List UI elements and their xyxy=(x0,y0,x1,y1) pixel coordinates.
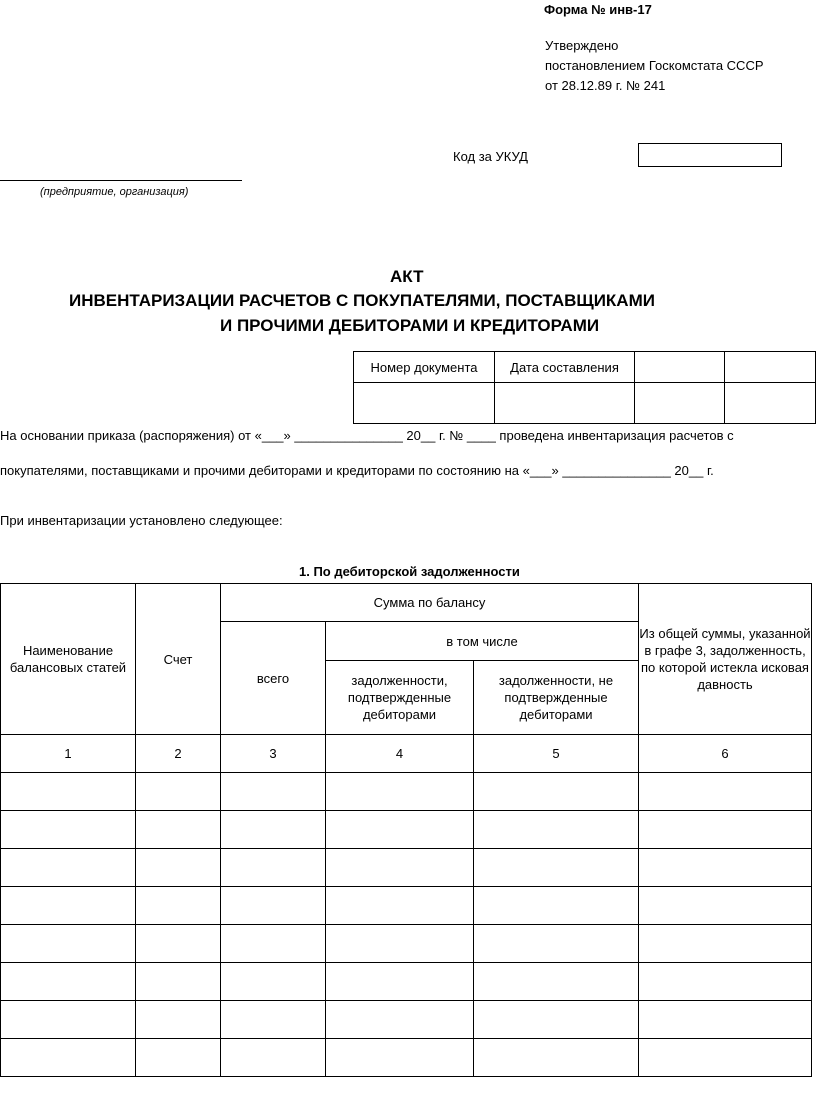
table-cell[interactable] xyxy=(326,849,474,887)
table-row xyxy=(1,963,812,1001)
table-cell[interactable] xyxy=(1,925,136,963)
table-cell[interactable] xyxy=(326,773,474,811)
table-cell[interactable] xyxy=(326,1039,474,1077)
table-row xyxy=(1,849,812,887)
table-cell[interactable] xyxy=(221,811,326,849)
table-cell[interactable] xyxy=(639,963,812,1001)
table-cell[interactable] xyxy=(221,925,326,963)
table-row xyxy=(1,1039,812,1077)
doc-table-empty-header xyxy=(725,352,816,383)
column-number: 4 xyxy=(326,735,474,773)
form-number: Форма № инв-17 xyxy=(544,2,652,17)
table-cell[interactable] xyxy=(639,925,812,963)
table-cell[interactable] xyxy=(221,1001,326,1039)
table-cell[interactable] xyxy=(1,887,136,925)
header-expired-limitation: Из общей суммы, указанной в графе 3, задолженность, по которой истекла исковая давность xyxy=(639,584,812,735)
table-cell[interactable] xyxy=(474,773,639,811)
table-cell[interactable] xyxy=(639,887,812,925)
header-balance-items: Наименование балансовых статей xyxy=(1,584,136,735)
table-cell[interactable] xyxy=(221,963,326,1001)
table-cell[interactable] xyxy=(1,963,136,1001)
header-account: Счет xyxy=(136,584,221,735)
okud-label: Код за УКУД xyxy=(453,149,528,164)
header-balance-sum: Сумма по балансу xyxy=(221,584,639,622)
table-cell[interactable] xyxy=(221,887,326,925)
approval-line: от 28.12.89 г. № 241 xyxy=(545,78,666,93)
header-unconfirmed-debt: задолженности, не подтвержденные дебиторами xyxy=(474,661,639,735)
table-cell[interactable] xyxy=(326,925,474,963)
table-cell[interactable] xyxy=(1,773,136,811)
table-row xyxy=(1,1001,812,1039)
order-basis-text: На основании приказа (распоряжения) от «___» _______________ 20__ г. № ____ проведена инвентаризация расчетов с xyxy=(0,428,734,443)
table-cell[interactable] xyxy=(136,773,221,811)
header-including: в том числе xyxy=(326,622,639,661)
table-cell[interactable] xyxy=(136,849,221,887)
approval-note xyxy=(545,36,764,96)
table-cell[interactable] xyxy=(326,887,474,925)
table-cell[interactable] xyxy=(474,925,639,963)
header-total: всего xyxy=(221,622,326,735)
table-cell[interactable] xyxy=(1,811,136,849)
table-cell[interactable] xyxy=(136,963,221,1001)
table-row xyxy=(1,887,812,925)
table-cell[interactable] xyxy=(136,925,221,963)
doc-date-header: Дата составления xyxy=(495,352,635,383)
column-number: 2 xyxy=(136,735,221,773)
table-cell[interactable] xyxy=(474,849,639,887)
table-cell[interactable] xyxy=(639,1039,812,1077)
table-cell[interactable] xyxy=(136,887,221,925)
table-cell[interactable] xyxy=(221,773,326,811)
document-title-akt: АКТ xyxy=(390,267,424,286)
table-cell[interactable] xyxy=(474,963,639,1001)
table-cell[interactable] xyxy=(474,811,639,849)
table-row xyxy=(1,811,812,849)
document-title-line2: ИНВЕНТАРИЗАЦИИ РАСЧЕТОВ С ПОКУПАТЕЛЯМИ, ПОСТАВЩИКАМИ xyxy=(69,291,655,310)
table-cell[interactable] xyxy=(326,1001,474,1039)
table-cell[interactable] xyxy=(639,811,812,849)
doc-table-empty-cell[interactable] xyxy=(725,383,816,424)
doc-table-empty-cell[interactable] xyxy=(635,383,725,424)
table-cell[interactable] xyxy=(136,1039,221,1077)
doc-date-cell[interactable] xyxy=(495,383,635,424)
table-cell[interactable] xyxy=(221,1039,326,1077)
findings-intro-text: При инвентаризации установлено следующее: xyxy=(0,513,283,528)
column-number: 3 xyxy=(221,735,326,773)
document-title-line3: И ПРОЧИМИ ДЕБИТОРАМИ И КРЕДИТОРАМИ xyxy=(220,316,600,335)
document-info-table xyxy=(353,351,816,424)
table-cell[interactable] xyxy=(136,1001,221,1039)
column-number: 5 xyxy=(474,735,639,773)
table-cell[interactable] xyxy=(474,1001,639,1039)
table-cell[interactable] xyxy=(474,1039,639,1077)
table-cell[interactable] xyxy=(221,849,326,887)
inventory-date-text: покупателями, поставщиками и прочими дебиторами и кредиторами по состоянию на «___» _______________ 20__ г. xyxy=(0,463,714,478)
column-number: 6 xyxy=(639,735,812,773)
doc-table-empty-header xyxy=(635,352,725,383)
table-row xyxy=(1,925,812,963)
header-confirmed-debt: задолженности, подтвержденные дебиторами xyxy=(326,661,474,735)
table-cell[interactable] xyxy=(639,849,812,887)
doc-number-header: Номер документа xyxy=(354,352,495,383)
table-cell[interactable] xyxy=(639,1001,812,1039)
organization-caption: (предприятие, организация) xyxy=(40,186,189,198)
approval-line: Утверждено xyxy=(545,38,619,53)
table-row xyxy=(1,773,812,811)
doc-number-cell[interactable] xyxy=(354,383,495,424)
table-cell[interactable] xyxy=(1,1039,136,1077)
section-title-receivables: 1. По дебиторской задолженности xyxy=(299,564,520,579)
table-cell[interactable] xyxy=(136,811,221,849)
table-cell[interactable] xyxy=(326,963,474,1001)
table-cell[interactable] xyxy=(1,1001,136,1039)
column-number: 1 xyxy=(1,735,136,773)
table-cell[interactable] xyxy=(326,811,474,849)
table-cell[interactable] xyxy=(1,849,136,887)
okud-code-field[interactable] xyxy=(638,143,782,167)
organization-field-line[interactable] xyxy=(0,180,242,181)
table-cell[interactable] xyxy=(639,773,812,811)
receivables-table xyxy=(0,583,812,1077)
approval-line: постановлением Госкомстата СССР xyxy=(545,58,764,73)
table-cell[interactable] xyxy=(474,887,639,925)
